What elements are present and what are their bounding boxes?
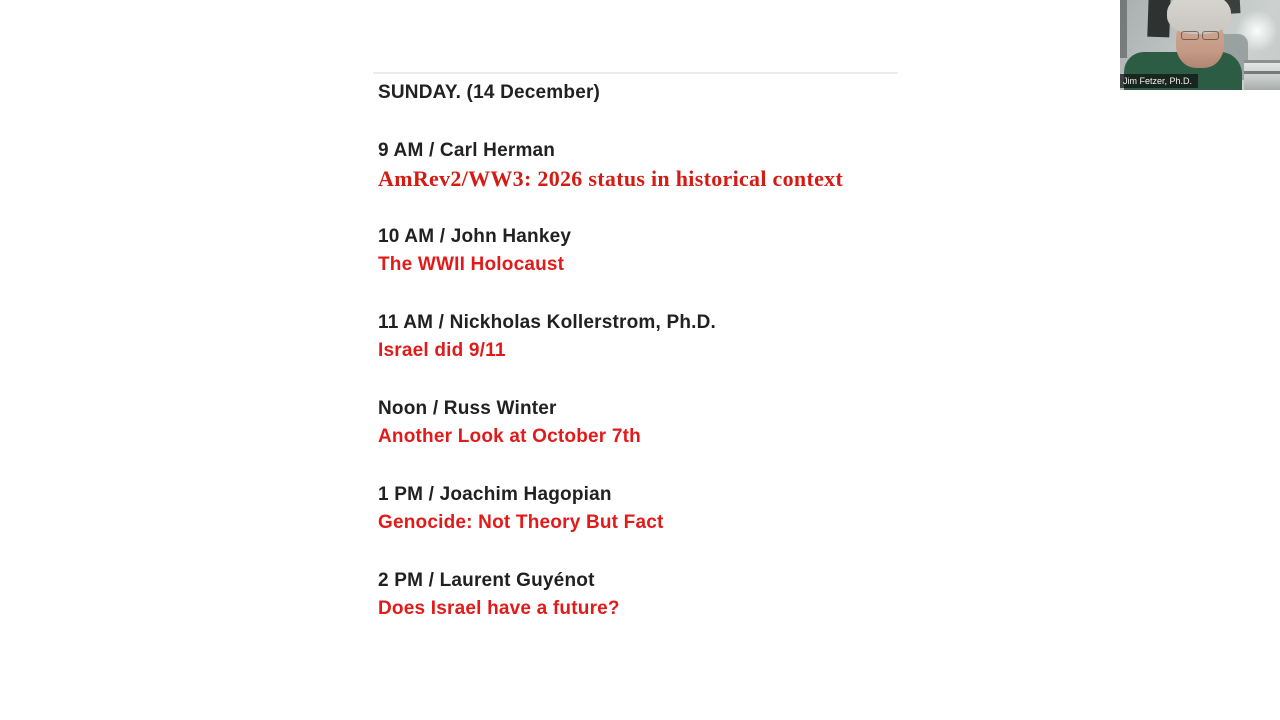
entry-time-speaker: 10 AM / John Hankey <box>378 226 572 247</box>
entry-talk-title: Does Israel have a future? <box>378 598 620 619</box>
schedule-entry <box>378 568 918 623</box>
wall-frame-edge <box>1120 0 1127 58</box>
schedule-entry <box>378 310 918 365</box>
entry-time-speaker: Noon / Russ Winter <box>378 398 557 419</box>
entry-talk-title: Genocide: Not Theory But Fact <box>378 512 664 533</box>
participant-name-label: Jim Fetzer, Ph.D. <box>1120 74 1198 88</box>
schedule-entry <box>378 224 918 279</box>
entry-time-speaker: 1 PM / Joachim Hagopian <box>378 484 612 505</box>
entry-talk-title: The WWII Holocaust <box>378 254 565 275</box>
entry-talk-title: Israel did 9/11 <box>378 340 506 361</box>
shared-slide <box>378 80 918 654</box>
participant-glasses <box>1181 31 1219 40</box>
entry-talk-title: Another Look at October 7th <box>378 426 641 447</box>
glasses-lens <box>1202 31 1220 40</box>
schedule-entry <box>378 396 918 451</box>
entry-time-speaker: 9 AM / Carl Herman <box>378 140 556 161</box>
entry-time-speaker: 2 PM / Laurent Guyénot <box>378 570 595 591</box>
glasses-lens <box>1181 31 1199 40</box>
entry-talk-title: AmRev2/WW3: 2026 status in historical context <box>378 166 844 191</box>
participant-hair <box>1167 0 1231 34</box>
entry-time-speaker: 11 AM / Nickholas Kollerstrom, Ph.D. <box>378 312 717 333</box>
desk-printer <box>1244 60 1280 90</box>
slide-divider-line <box>373 72 898 74</box>
schedule-entry <box>378 482 918 537</box>
webcam-video-tile[interactable] <box>1120 0 1280 90</box>
schedule-entry <box>378 138 918 193</box>
slide-day-header: SUNDAY. (14 December) <box>378 82 601 103</box>
